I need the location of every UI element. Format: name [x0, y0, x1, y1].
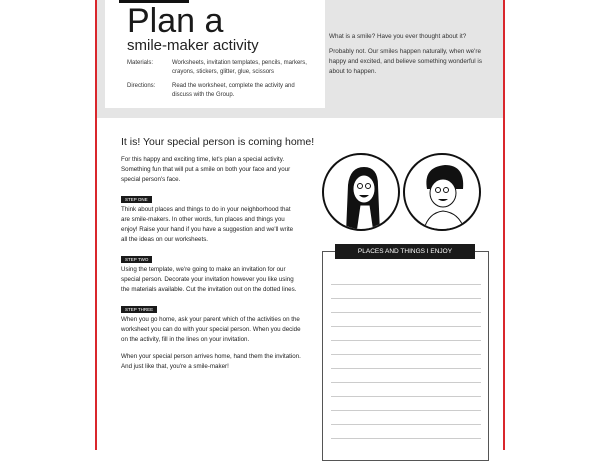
intro-text — [329, 32, 489, 82]
header-band — [97, 0, 503, 118]
page-title: Plan a — [127, 2, 224, 40]
step-two-text: Using the template, we're going to make an invitation for our special person. Decorate your invitation however you like using the materials available. Cut the invitation out on the dotted lines. — [121, 266, 297, 293]
section-heading: It is! Your special person is coming home! — [121, 136, 315, 148]
write-line[interactable] — [331, 326, 481, 327]
step-one-badge: STEP ONE — [121, 196, 152, 203]
materials-label: Materials: — [127, 60, 154, 66]
write-line[interactable] — [331, 312, 481, 313]
write-line[interactable] — [331, 382, 481, 383]
page-border-right — [503, 0, 505, 450]
write-line[interactable] — [331, 396, 481, 397]
write-line[interactable] — [331, 298, 481, 299]
directions-value: Read the worksheet, complete the activity and discuss with the Group. — [172, 83, 295, 98]
write-line[interactable] — [331, 354, 481, 355]
write-line[interactable] — [331, 368, 481, 369]
step-two-badge: STEP TWO — [121, 256, 152, 263]
intro-paragraph: For this happy and exciting time, let's plan a special activity. Something fun that will put a smile on both your face and your special person's face. — [121, 156, 291, 183]
write-line[interactable] — [331, 424, 481, 425]
step-three-text: When you go home, ask your parent which of the activities on the worksheet you can do with your special person. When you decide on the activity, fill in the lines on your invitation. — [121, 316, 301, 343]
write-line[interactable] — [331, 284, 481, 285]
closing-text: When your special person arrives home, hand them the invitation. And just like that, you're a smile-maker! — [121, 353, 301, 370]
enjoy-list-box — [322, 251, 489, 461]
title-card — [105, 0, 325, 108]
page-subtitle: smile-maker activity — [127, 37, 259, 54]
materials-value: Worksheets, invitation templates, pencils, markers, crayons, stickers, glitter, glue, scissors — [172, 60, 307, 75]
write-line[interactable] — [331, 438, 481, 439]
enjoy-list-title: PLACES AND THINGS I ENJOY — [335, 244, 475, 259]
boy-illustration — [403, 153, 481, 231]
worksheet-page — [97, 0, 503, 450]
step-three-badge: STEP THREE — [121, 306, 157, 313]
write-line[interactable] — [331, 410, 481, 411]
step-one-text: Think about places and things to do in your neighborhood that are smile-makers. In other words, fun places and things you enjoy! Raise your hand if you have a suggestion and we'll write all the ideas on our worksheets. — [121, 206, 294, 243]
intro-question: What is a smile? Have you ever thought about it? — [329, 33, 467, 40]
girl-illustration — [322, 153, 400, 231]
intro-answer: Probably not. Our smiles happen naturally, when we're happy and excited, and believe something wonderful is about to happen. — [329, 48, 482, 75]
instructions — [121, 135, 315, 379]
write-line[interactable] — [331, 340, 481, 341]
directions-label: Directions: — [127, 83, 156, 89]
